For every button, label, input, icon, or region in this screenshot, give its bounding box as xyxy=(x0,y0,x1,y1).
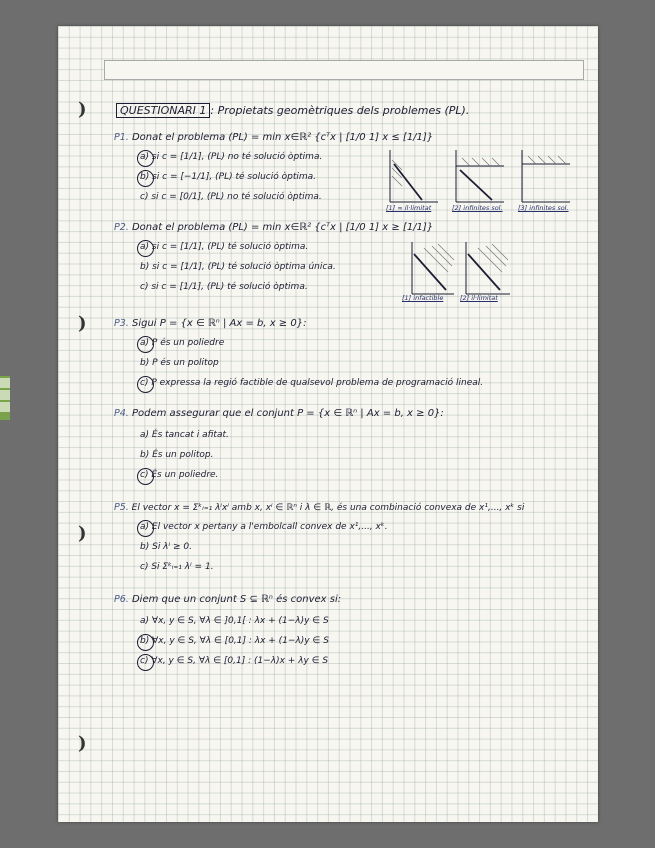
text-fragment: b) xyxy=(140,542,150,552)
option-p6-a xyxy=(140,616,329,626)
text-fragment: b) xyxy=(140,262,150,272)
option-p2-a xyxy=(140,242,308,252)
text-fragment: ∀x, y ∈ S, ∀λ ∈ [0,1] : λx + (1−λ)y ∈ S xyxy=(152,636,329,646)
option-p4-c xyxy=(140,470,218,480)
text-fragment: P5. xyxy=(114,502,129,513)
question-p2 xyxy=(114,222,433,233)
text-fragment: Donat el problema (PL) = min x∈ℝ² {cᵀx | [1/0 1] x ≥ [1/1]} xyxy=(131,222,434,233)
text-fragment: P6. xyxy=(114,594,129,605)
option-p3-a xyxy=(140,338,224,348)
text-fragment: És tancat i afitat. xyxy=(151,430,229,440)
binder-hole: ) xyxy=(78,733,87,754)
text-fragment: P expressa la regió factible de qualsevol problema de programació lineal. xyxy=(151,378,484,388)
question-p3 xyxy=(114,318,306,329)
text-fragment: a) xyxy=(140,338,150,348)
text-fragment: a) xyxy=(140,242,150,252)
question-tag: P1. xyxy=(114,132,129,143)
text-fragment: si c = [1/1], (PL) té solució òptima única. xyxy=(152,262,336,272)
question-p1 xyxy=(114,132,433,143)
text-fragment: b) xyxy=(140,358,150,368)
text-fragment: c) xyxy=(140,656,149,666)
sketch-label: [3] infinites sol. xyxy=(518,204,569,212)
page-title xyxy=(116,104,469,117)
option-p6-c xyxy=(140,656,328,666)
p1-sketches xyxy=(380,150,580,210)
text-fragment: b) xyxy=(140,172,150,182)
text-fragment: c) xyxy=(140,378,149,388)
text-fragment: si c = [0/1], (PL) no té solució òptima. xyxy=(151,192,322,202)
title-rest: : Propietats geomètriques dels problemes (PL). xyxy=(210,104,470,117)
text-fragment: b) xyxy=(140,450,150,460)
p2-sketches xyxy=(406,242,516,302)
text-fragment: si c = [−1/1], (PL) té solució òptima. xyxy=(152,172,316,182)
text-fragment: P és un politop xyxy=(152,358,219,368)
option-p4-a xyxy=(140,430,229,440)
text-fragment: És un politop. xyxy=(152,450,214,460)
text-fragment: si c = [1/1], (PL) té solució òptima. xyxy=(151,242,309,252)
text-fragment: P4. xyxy=(114,408,129,419)
option-p4-b xyxy=(140,450,213,460)
text-fragment: Si λⁱ ≥ 0. xyxy=(152,542,192,552)
option-p3-b xyxy=(140,358,219,368)
question-p6 xyxy=(114,594,341,605)
text-fragment: P és un poliedre xyxy=(151,338,225,348)
notebook-page xyxy=(58,26,598,822)
text-fragment: a) xyxy=(140,616,150,626)
binder-hole: ) xyxy=(78,313,87,334)
text-fragment: c) xyxy=(140,470,149,480)
text-fragment: a) xyxy=(140,152,150,162)
text-fragment: b) xyxy=(140,636,150,646)
binder-hole: ) xyxy=(78,523,87,544)
option-p5-c xyxy=(140,562,214,572)
option-p1-c xyxy=(140,192,322,202)
text-fragment: Podem assegurar que el conjunt P = {x ∈ ℝⁿ | Ax = b, x ≥ 0}: xyxy=(131,408,444,419)
sketch-label: [1] ∞ il·limitat xyxy=(386,204,432,212)
header-strip xyxy=(104,60,584,80)
text-fragment: c) xyxy=(140,192,149,202)
sketch-label: [2] infinites sol. xyxy=(452,204,503,212)
question-p5 xyxy=(114,502,524,513)
text-fragment: si c = [1/1], (PL) té solució òptima. xyxy=(151,282,308,292)
notebook-side-tab xyxy=(0,376,10,420)
text-fragment: El vector x = Σᵏᵢ₌₁ λⁱxⁱ amb x, xⁱ ∈ ℝⁿ i λ ∈ ℝ, és una combinació convexa de x¹,..., xᵏ si xyxy=(131,503,525,513)
text-fragment: a) xyxy=(140,430,150,440)
option-p6-b xyxy=(140,636,329,646)
text-fragment: ∀x, y ∈ S, ∀λ ∈ ]0,1[ : λx + (1−λ)y ∈ S xyxy=(151,616,329,626)
text-fragment: c) xyxy=(140,562,149,572)
text-fragment: Sigui P = {x ∈ ℝⁿ | Ax = b, x ≥ 0}: xyxy=(131,318,307,329)
text-fragment: És un poliedre. xyxy=(151,470,219,480)
text-fragment: si c = [1/1], (PL) no té solució òptima. xyxy=(151,152,323,162)
option-p3-c xyxy=(140,378,483,388)
text-fragment: El vector x pertany a l'embolcall convex de x¹,..., xᵏ. xyxy=(151,522,388,532)
title-box: QUESTIONARI 1 xyxy=(116,103,210,118)
text-fragment: a) xyxy=(140,522,150,532)
text-fragment: Diem que un conjunt S ⊆ ℝⁿ és convex si: xyxy=(131,594,342,605)
option-p5-b xyxy=(140,542,192,552)
option-p1-a xyxy=(140,152,322,162)
text-fragment: ∀x, y ∈ S, ∀λ ∈ [0,1] : (1−λ)x + λy ∈ S xyxy=(151,656,329,666)
text-fragment: P3. xyxy=(114,318,129,329)
option-p5-a xyxy=(140,522,388,532)
binder-hole: ) xyxy=(78,99,87,120)
text-fragment: P2. xyxy=(114,222,129,233)
sketch-label: [1] infactible xyxy=(402,294,444,302)
question-p4 xyxy=(114,408,444,419)
text-fragment: Si Σᵏᵢ₌₁ λⁱ = 1. xyxy=(151,562,214,572)
text-fragment: c) xyxy=(140,282,149,292)
option-p2-b xyxy=(140,262,336,272)
option-p1-b xyxy=(140,172,316,182)
sketch-label: [2] il·limitat xyxy=(460,294,498,302)
option-p2-c xyxy=(140,282,308,292)
question-stem: Donat el problema (PL) = min x∈ℝ² {cᵀx | [1/0 1] x ≤ [1/1]} xyxy=(131,132,434,143)
